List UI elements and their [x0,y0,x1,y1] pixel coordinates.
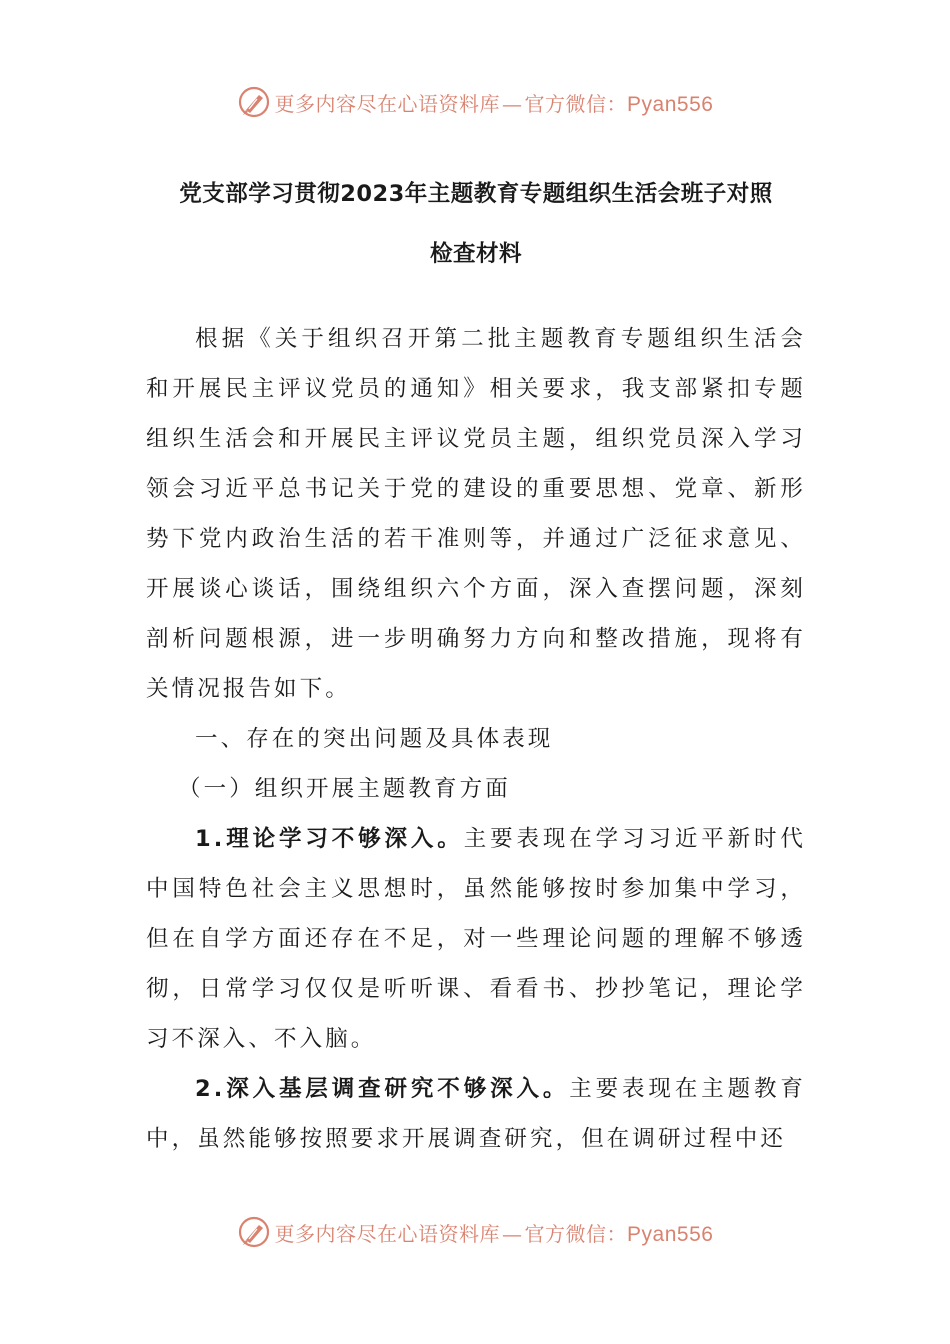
watermark-text: 更多内容尽在心语资料库 — 官方微信：Pyan556 [274,91,714,116]
intro-paragraph: 根据《关于组织召开第二批主题教育专题组织生活会和开展民主评议党员的通知》相关要求，我支部紧扣专题组织生活会和开展民主评议党员主题，组织党员深入学习领会习近平总书记关于党的建设的重要思想、党章、新形势下党内政治生活的若干准则等，并通过广泛征求意见、开展谈心谈话，围绕组织六个方面，深入查摆问题，深刻剖析问题根源，进一步明确努力方向和整改措施，现将有关情况报告如下。 [146,326,806,702]
item-1-title: 1.理论学习不够深入。 [195,826,464,852]
item-2-body: 主要表现在主题教育中，虽然能够按照要求开展调查研究，但在调研过程中还 [146,1076,806,1152]
item-1-body: 主要表现在学习习近平新时代中国特色社会主义思想时，虽然能够按时参加集中学习，但在自学方面还存在不足，对一些理论问题的理解不够透彻，日常学习仅仅是听听课、看看书、抄抄笔记，理论学习不深入、不入脑。 [146,826,806,1052]
header-watermark [0,82,950,122]
item-1-paragraph [146,814,806,1064]
title-line-1: 党支部学习贯彻2023年主题教育专题组织生活会班子对照 [179,181,773,207]
pen-nib-logo-icon [237,85,271,119]
section-heading: 一、存在的突出问题及具体表现 [195,726,554,752]
title-line-2: 检查材料 [429,241,522,267]
footer-watermark [0,1212,950,1252]
item-2-title: 2.深入基层调查研究不够深入。 [195,1076,570,1102]
document-title [126,164,826,284]
item-2-paragraph [146,1064,806,1164]
subsection-heading: （一）组织开展主题教育方面 [178,776,511,802]
document-body [146,164,806,1164]
watermark-text: 更多内容尽在心语资料库 — 官方微信：Pyan556 [274,1221,714,1246]
pen-nib-logo-icon [237,1215,271,1249]
